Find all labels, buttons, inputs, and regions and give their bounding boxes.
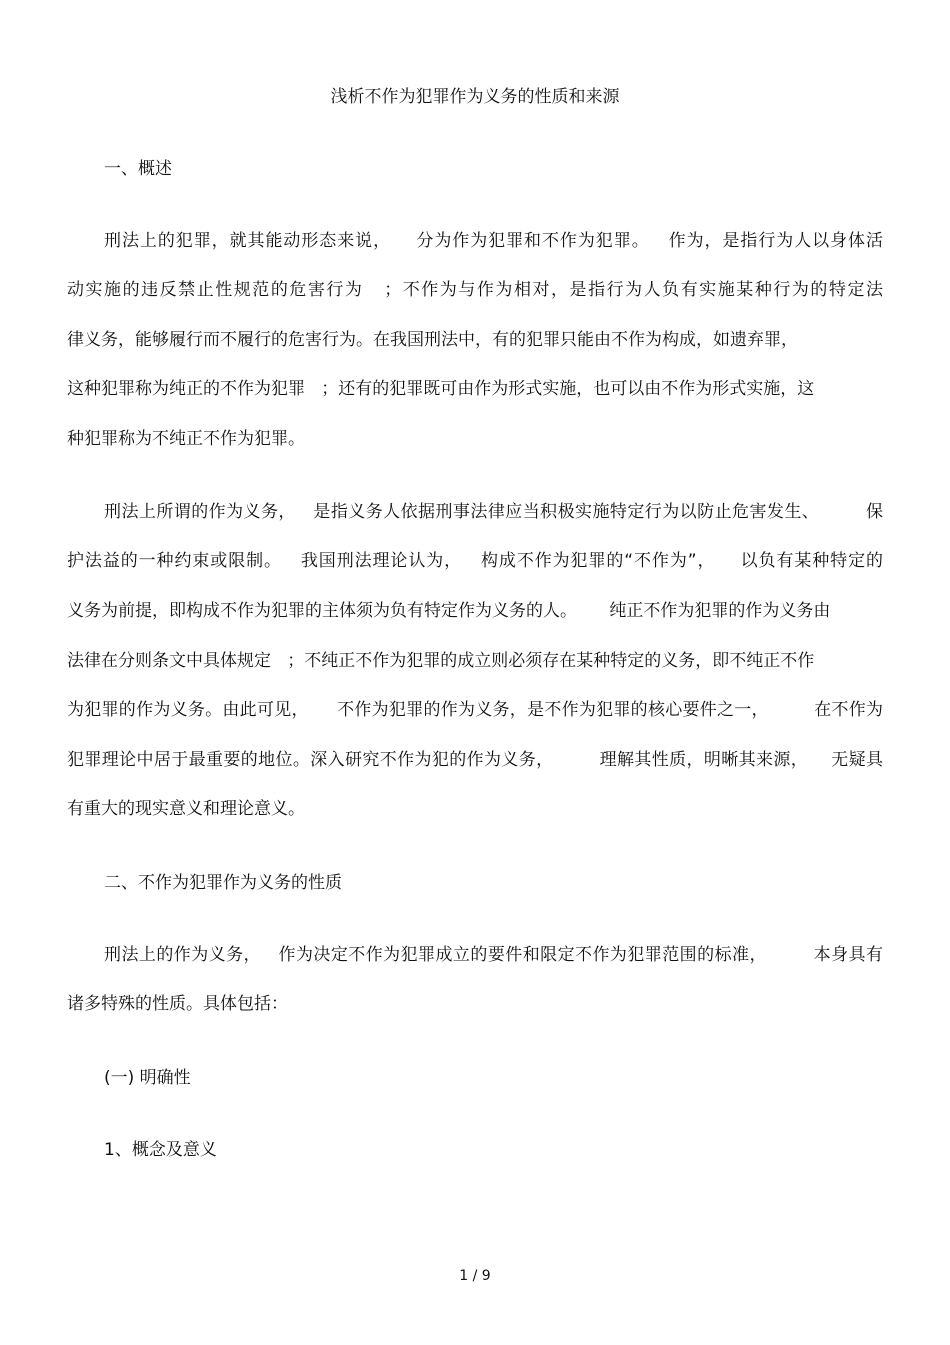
document-title: 浅析不作为犯罪作为义务的性质和来源	[330, 87, 620, 107]
paragraph-line: 犯罪理论中居于最重要的地位。深入研究不作为犯的作为义务， 理解其性质，明晰其来源， 无疑具	[67, 750, 883, 770]
paragraph-line: 护法益的一种约束或限制。 我国刑法理论认为， 构成不作为犯罪的“不作为”， 以负有某种特定的	[67, 551, 883, 571]
paragraph-line: 诸多特殊的性质。具体包括：	[67, 994, 288, 1014]
section-heading-overview: 一、概述	[104, 159, 172, 179]
paragraph-line: 动实施的违反禁止性规范的危害行为 ；不作为与作为相对，是指行为人负有实施某种行为的特定法	[67, 280, 883, 300]
page-number: 1 / 9	[459, 1268, 491, 1284]
subsection-heading-concept: 1、概念及意义	[104, 1140, 217, 1160]
paragraph-line: 义务为前提，即构成不作为犯罪的主体须为负有特定作为义务的人。 纯正不作为犯罪的作为义务由	[67, 601, 831, 621]
paragraph-line: 种犯罪称为不纯正不作为犯罪。	[67, 429, 305, 449]
subsection-heading-clarity: (一) 明确性	[104, 1068, 191, 1088]
paragraph-line: 为犯罪的作为义务。由此可见， 不作为犯罪的作为义务，是不作为犯罪的核心要件之一， 在不作为	[67, 700, 883, 720]
paragraph-line: 律义务，能够履行而不履行的危害行为。在我国刑法中，有的犯罪只能由不作为构成，如遗弃罪，	[67, 330, 798, 350]
paragraph-line: 有重大的现实意义和理论意义。	[67, 799, 305, 819]
paragraph-line: 刑法上所谓的作为义务， 是指义务人依据刑事法律应当积极实施特定行为以防止危害发生、 保	[104, 502, 883, 522]
paragraph-line: 这种犯罪称为纯正的不作为犯罪 ；还有的犯罪既可由作为形式实施，也可以由不作为形式实施，这	[67, 379, 815, 399]
paragraph-line: 刑法上的作为义务， 作为决定不作为犯罪成立的要件和限定不作为犯罪范围的标准， 本身具有	[104, 945, 883, 965]
section-heading-nature: 二、不作为犯罪作为义务的性质	[104, 873, 342, 893]
paragraph-line: 刑法上的犯罪，就其能动形态来说， 分为作为犯罪和不作为犯罪。 作为，是指行为人以身体活	[104, 231, 883, 251]
paragraph-line: 法律在分则条文中具体规定 ；不纯正不作为犯罪的成立则必须存在某种特定的义务，即不纯正不作	[67, 651, 815, 671]
